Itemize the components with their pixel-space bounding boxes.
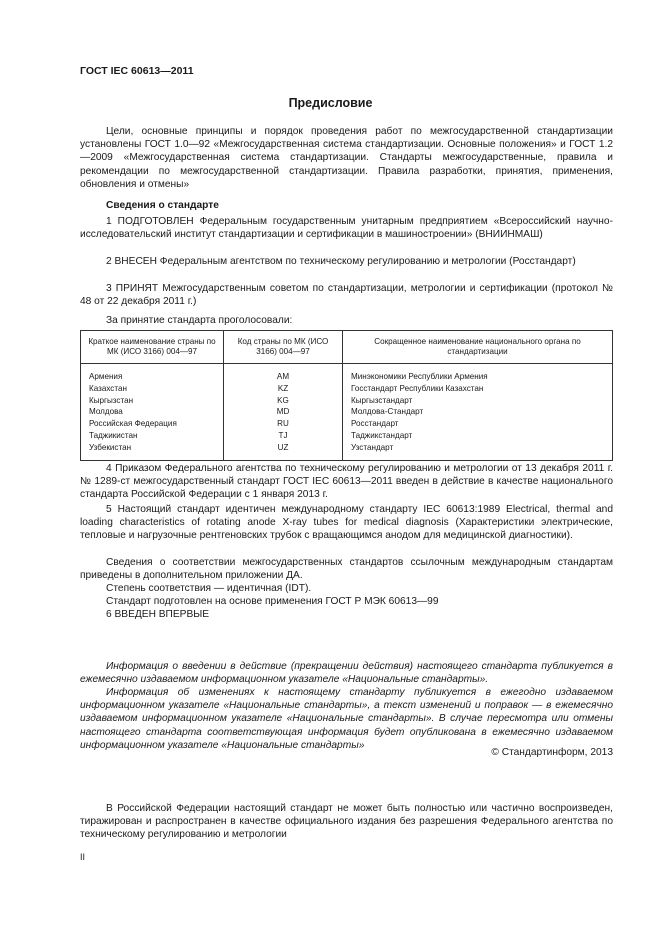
page-title: Предисловие bbox=[288, 96, 373, 110]
intro-paragraph: Цели, основные принципы и порядок проведения работ по межгосударственной стандартизации установлены ГОСТ 1.0—92 «Межгосударственная система стандартизации. Основные положения» и ГОСТ 1.2—2009 «Межгосударственная система стандартизации. Стандарты межгосударственные, правила и рекомендации по межгосударственной стандартизации. Правила разработки, принятия, применения, обновления и отмены» bbox=[80, 126, 613, 190]
table-cell-country: Армения bbox=[81, 364, 224, 383]
table-cell-authority: Госстандарт Республики Казахстан bbox=[343, 383, 613, 395]
table-cell-country: Таджикистан bbox=[81, 430, 224, 442]
table-cell-code: RU bbox=[224, 418, 343, 430]
item-1-paragraph: 1 ПОДГОТОВЛЕН Федеральным государственным унитарным предприятием «Всероссийский научно-исследовательский институт стандартизации и сертификации в машиностроении» (ВНИИНМАШ) bbox=[80, 216, 613, 241]
notice-paragraph-2: Информация об изменениях к настоящему стандарту публикуется в ежегодно издаваемом информационном указателе «Национальные стандарты», а текст изменений и поправок — в ежемесячно издаваемом информационном указателе «Национальные стандарты». В случае пересмотра или отмены настоящего стандарта соответствующая информация будет опубликована в ежемесячно издаваемом информационном указателе «Национальные стандарты» bbox=[80, 687, 613, 751]
table-cell-code: KZ bbox=[224, 383, 343, 395]
table-cell-country: Узбекистан bbox=[81, 442, 224, 460]
table-header-country: Краткое наименование страны по МК (ИСО 3166) 004—97 bbox=[81, 331, 224, 364]
table-cell-country: Казахстан bbox=[81, 383, 224, 395]
table-row bbox=[81, 395, 613, 407]
item-3-paragraph: 3 ПРИНЯТ Межгосударственным советом по стандартизации, метрологии и сертификации (протокол № 48 от 22 декабря 2011 г.) bbox=[80, 283, 613, 308]
table-cell-country: Российская Федерация bbox=[81, 418, 224, 430]
table-header-authority: Сокращенное наименование национального органа по стандартизации bbox=[343, 331, 613, 364]
copyright-line: © Стандартинформ, 2013 bbox=[491, 747, 613, 758]
table-cell-authority: Минэкономики Республики Армения bbox=[343, 364, 613, 383]
item-5-references: Сведения о соответствии межгосударственных стандартов ссылочным международным стандартам приведены в дополнительном приложении ДА. bbox=[80, 557, 613, 582]
table-row bbox=[81, 442, 613, 460]
table-cell-country: Кыргызстан bbox=[81, 395, 224, 407]
voting-countries-table bbox=[80, 330, 613, 461]
table-row bbox=[81, 418, 613, 430]
table-cell-country: Молдова bbox=[81, 406, 224, 418]
table-row bbox=[81, 383, 613, 395]
vote-caption: За принятие стандарта проголосовали: bbox=[106, 315, 293, 326]
table-row bbox=[81, 406, 613, 418]
item-4-paragraph: 4 Приказом Федерального агентства по техническому регулированию и метрологии от 13 декабря 2011 г. № 1289-ст межгосударственный стандарт ГОСТ IEC 60613—2011 введен в действие в качестве национального стандарта Российской Федерации с 1 января 2013 г. bbox=[80, 463, 613, 501]
table-cell-authority: Кыргызстандарт bbox=[343, 395, 613, 407]
document-designation: ГОСТ IEC 60613—2011 bbox=[80, 65, 194, 77]
table-cell-code: MD bbox=[224, 406, 343, 418]
item-2-paragraph: 2 ВНЕСЕН Федеральным агентством по техническому регулированию и метрологии (Росстандарт) bbox=[106, 256, 576, 267]
table-cell-authority: Таджикстандарт bbox=[343, 430, 613, 442]
table-row bbox=[81, 430, 613, 442]
table-row bbox=[81, 364, 613, 383]
item-6-paragraph: 6 ВВЕДЕН ВПЕРВЫЕ bbox=[106, 609, 210, 620]
table-cell-authority: Молдова-Стандарт bbox=[343, 406, 613, 418]
table-cell-authority: Узстандарт bbox=[343, 442, 613, 460]
table-cell-code: KG bbox=[224, 395, 343, 407]
notice-paragraph-1: Информация о введении в действие (прекращении действия) настоящего стандарта публикуется в ежемесячно издаваемом информационном указателе «Национальные стандарты». bbox=[80, 661, 613, 686]
table-cell-code: UZ bbox=[224, 442, 343, 460]
table-cell-code: AM bbox=[224, 364, 343, 383]
section-heading: Сведения о стандарте bbox=[106, 200, 219, 211]
item-5-degree: Степень соответствия — идентичная (IDT). bbox=[106, 583, 312, 594]
item-5-paragraph: 5 Настоящий стандарт идентичен международному стандарту IEC 60613:1989 Electrical, thermal and loading characteristics of rotating anode X-ray tubes for medical diagnosis (Характеристики электрические, тепловые и нагрузочные рентгеновских трубок с вращающимся анодом для медицинской диагностики). bbox=[80, 504, 613, 542]
table-cell-code: TJ bbox=[224, 430, 343, 442]
table-cell-authority: Росстандарт bbox=[343, 418, 613, 430]
rights-paragraph: В Российской Федерации настоящий стандарт не может быть полностью или частично воспроизведен, тиражирован и распространен в качестве официального издания без разрешения Федерального агентства по техническому регулированию и метрологии bbox=[80, 803, 613, 841]
page-number: II bbox=[80, 852, 86, 862]
item-5-basis: Стандарт подготовлен на основе применения ГОСТ Р МЭК 60613—99 bbox=[106, 596, 439, 607]
table-header-code: Код страны по МК (ИСО 3166) 004—97 bbox=[224, 331, 343, 364]
